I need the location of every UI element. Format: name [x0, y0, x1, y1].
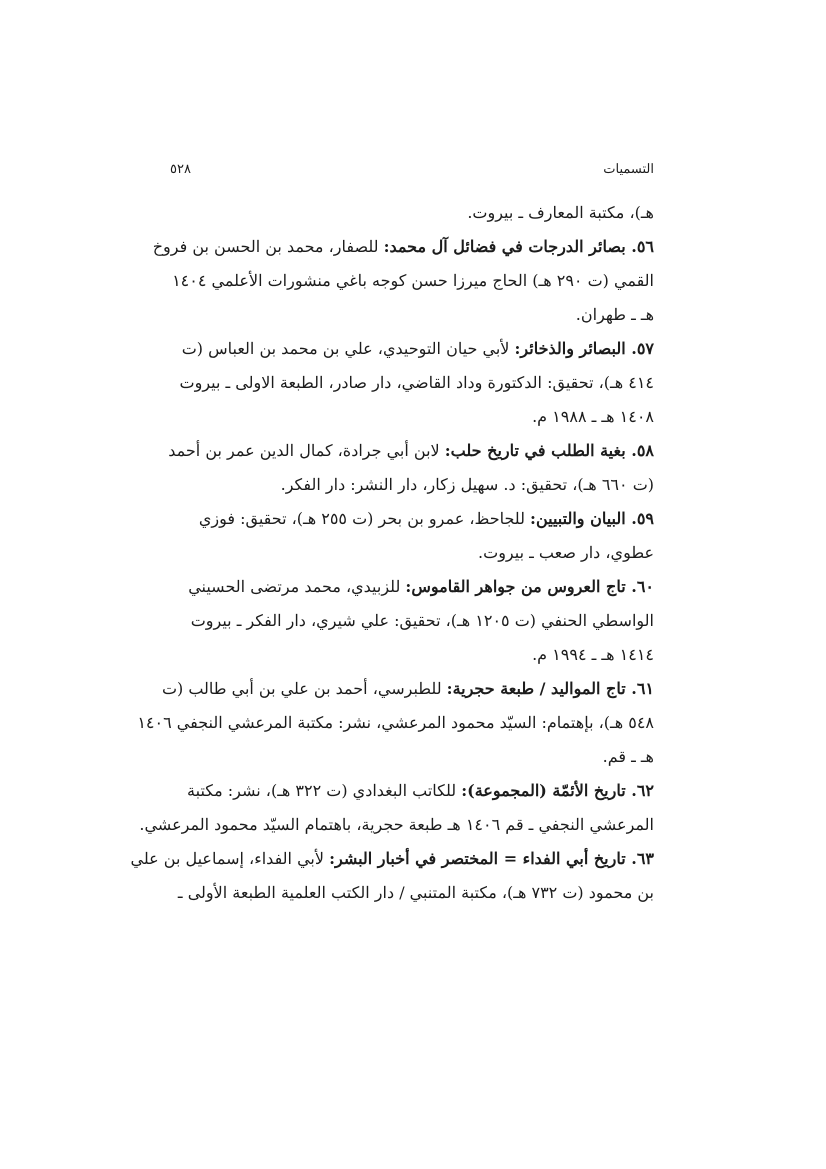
page-number: ٥٢٨ [170, 162, 191, 177]
text-line: المرعشي النجفي ـ قم ١٤٠٦ هـ طبعة حجرية، باهتمام السيّد محمود المرعشي. [139, 815, 654, 834]
text-line: ٦١. تاج المواليد / طبعة حجرية: للطبرسي، أحمد بن علي بن أبي طالب (ت [161, 679, 654, 698]
text-line: ٤١٤ هـ)، تحقيق: الدكتورة وداد القاضي، دار صادر، الطبعة الاولى ـ بيروت [179, 373, 654, 392]
text-line: هـ ـ قم. [602, 747, 654, 766]
text-line: ٥٨. بغية الطلب في تاريخ حلب: لابن أبي جرادة، كمال الدين عمر بن أحمد [168, 441, 654, 460]
text-line: ٥٦. بصائر الدرجات في فضائل آل محمد: للصفار، محمد بن الحسن بن فروخ [152, 237, 654, 256]
text-line: ٦٢. تاريخ الأئمّة (المجموعة): للكاتب البغدادي (ت ٣٢٢ هـ)، نشر: مكتبة [187, 781, 654, 800]
text-line: ١٤١٤ هـ ـ ١٩٩٤ م. [532, 645, 654, 664]
running-title: التسميات [603, 162, 654, 177]
text-line: ١٤٠٨ هـ ـ ١٩٨٨ م. [532, 407, 654, 426]
text-line: (ت ٦٦٠ هـ)، تحقيق: د. سهيل زكار، دار النشر: دار الفكر. [280, 475, 654, 494]
bibliography-list [130, 196, 654, 910]
text-line: هـ ـ طهران. [575, 305, 654, 324]
text-line: ٥٤٨ هـ)، بإهتمام: السيّد محمود المرعشي، نشر: مكتبة المرعشي النجفي ١٤٠٦ [137, 713, 654, 732]
document-page [130, 150, 654, 1150]
text-line: بن محمود (ت ٧٣٢ هـ)، مكتبة المتنبي / دار الكتب العلمية الطبعة الأولى ـ [177, 883, 654, 902]
text-line: هـ)، مكتبة المعارف ـ بيروت. [467, 203, 654, 222]
text-line: ٥٩. البيان والتبيين: للجاحظ، عمرو بن بحر (ت ٢٥٥ هـ)، تحقيق: فوزي [198, 509, 654, 528]
text-line: ٦٠. تاج العروس من جواهر القاموس: للزبيدي، محمد مرتضى الحسيني [188, 577, 654, 596]
text-line: عطوي، دار صعب ـ بيروت. [478, 543, 654, 562]
text-line: ٦٣. تاريخ أبي الفداء = المختصر في أخبار البشر: لأبي الفداء، إسماعيل بن علي [130, 849, 654, 868]
running-header [170, 162, 654, 186]
text-line: القمي (ت ٢٩٠ هـ) الحاج ميرزا حسن كوجه باغي منشورات الأعلمي ١٤٠٤ [172, 271, 654, 290]
text-line: الواسطي الحنفي (ت ١٢٠٥ هـ)، تحقيق: علي شيري، دار الفكر ـ بيروت [190, 611, 654, 630]
text-line: ٥٧. البصائر والذخائر: لأبي حيان التوحيدي، علي بن محمد بن العباس (ت [181, 339, 654, 358]
